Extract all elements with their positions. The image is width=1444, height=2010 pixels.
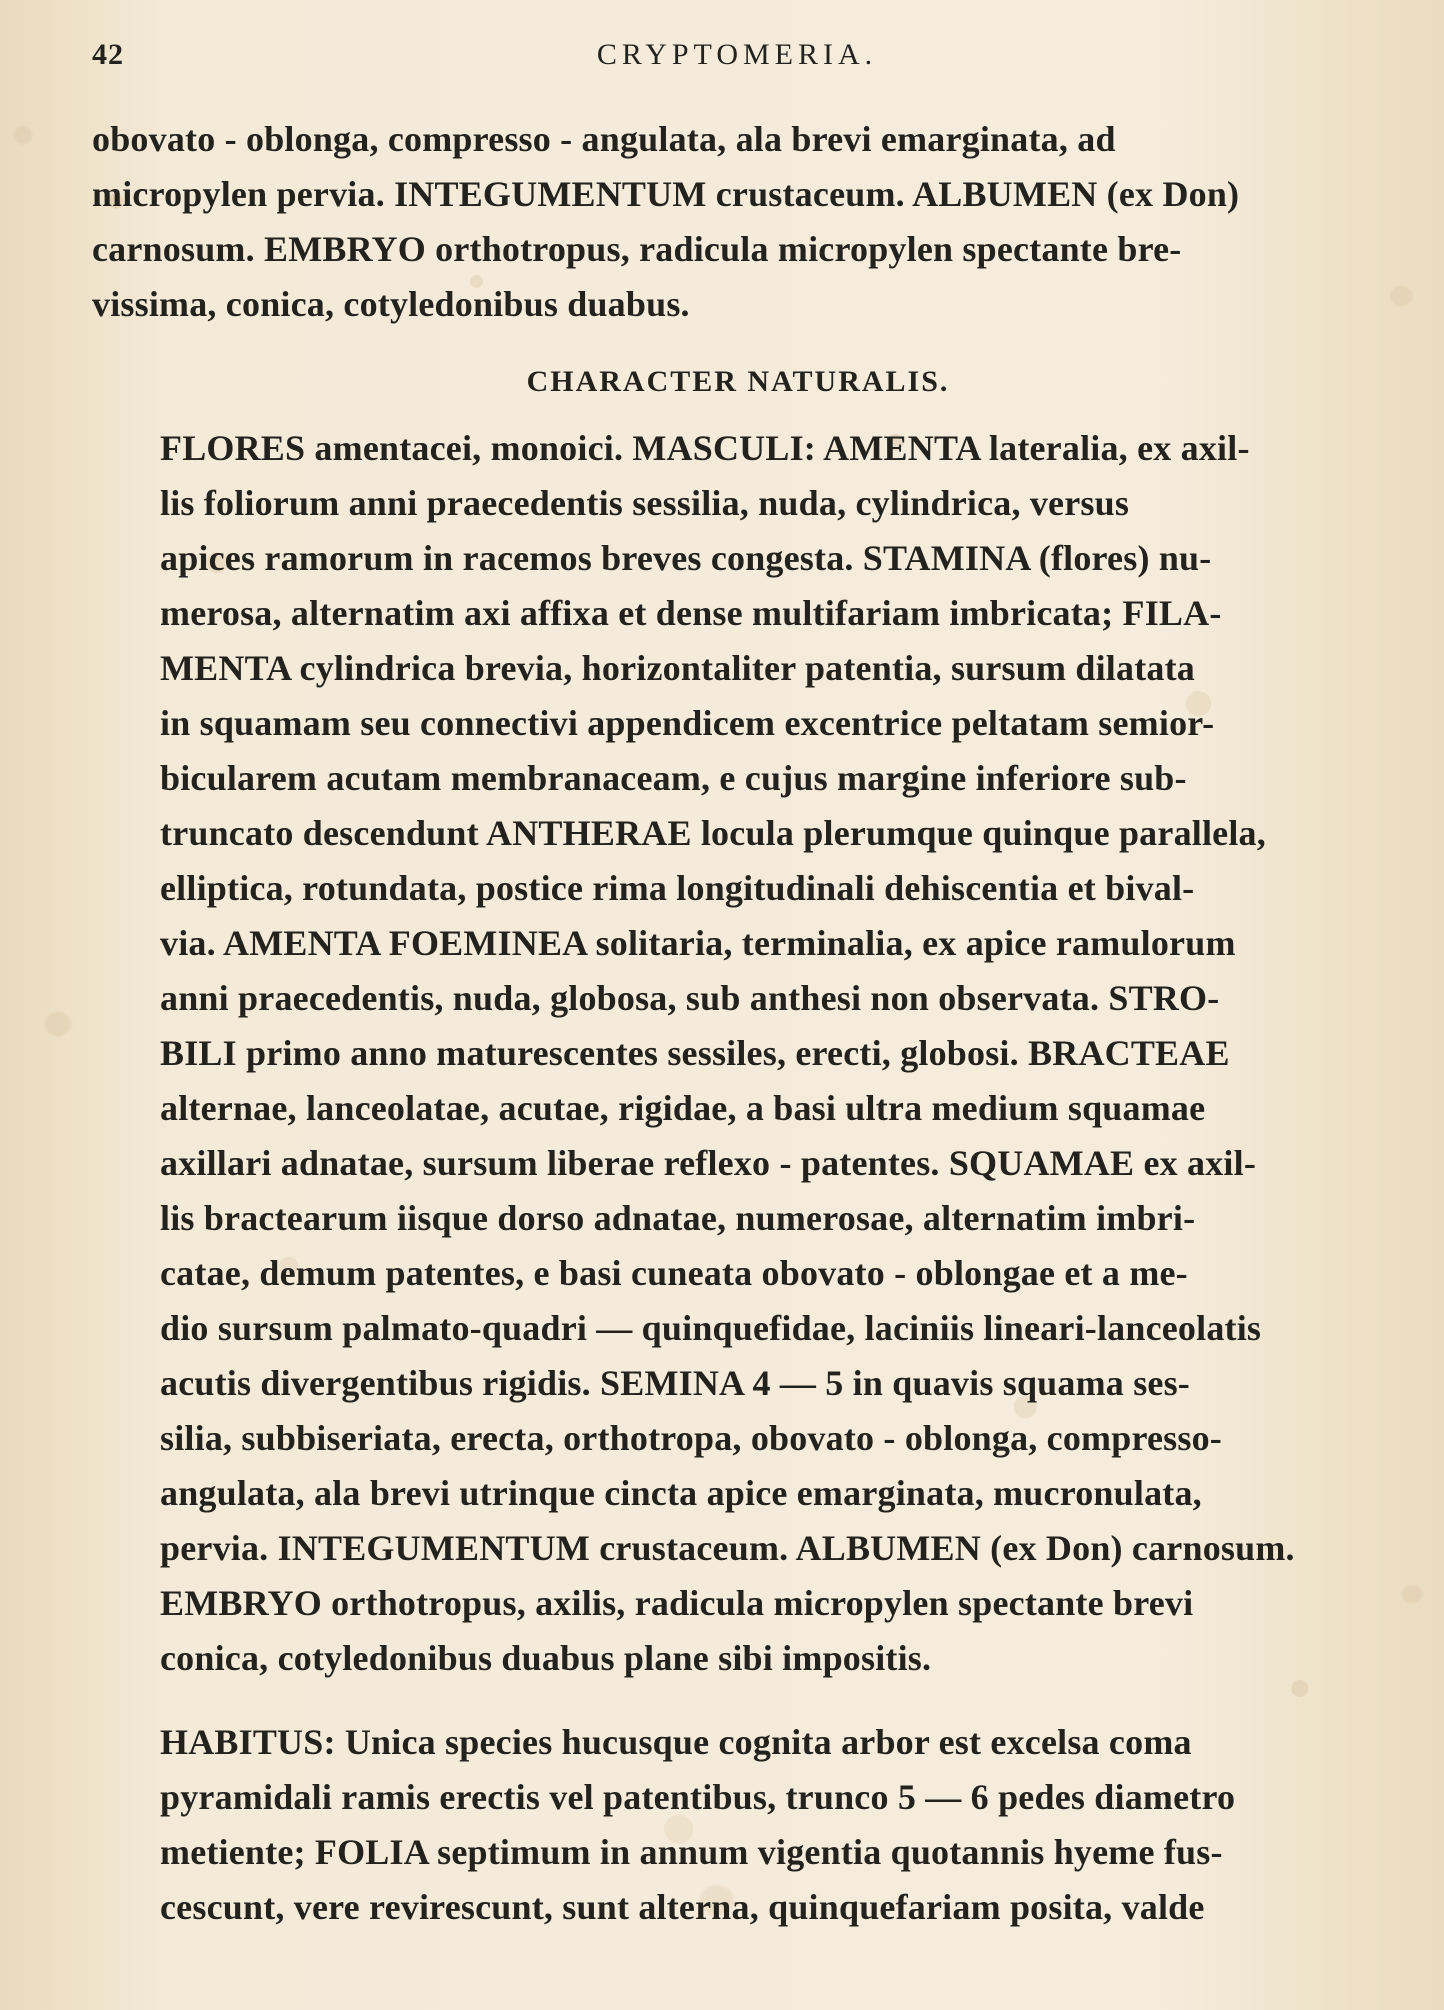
character-naturalis-paragraph: [92, 421, 1384, 1686]
page-header: [92, 38, 1382, 78]
text-line: vissima, conica, cotyledonibus duabus.: [92, 284, 690, 324]
paper-stain: [1390, 286, 1412, 306]
paper-stain: [14, 126, 32, 144]
paper-stain: [45, 1012, 71, 1036]
text-line: silia, subbiseriata, erecta, orthotropa, obovato - oblonga, compresso-: [160, 1418, 1222, 1458]
paper-stain: [1402, 1585, 1422, 1603]
text-line: pervia. INTEGUMENTUM crustaceum. ALBUMEN (ex Don) carnosum.: [160, 1528, 1295, 1568]
text-line: alternae, lanceolatae, acutae, rigidae, a basi ultra medium squamae: [160, 1088, 1206, 1128]
text-line: cescunt, vere revirescunt, sunt alterna, quinquefariam posita, valde: [160, 1887, 1205, 1927]
text-line: carnosum. EMBRYO orthotropus, radicula micropylen spectante bre-: [92, 229, 1182, 269]
habitus-paragraph: [92, 1715, 1384, 1935]
text-line: elliptica, rotundata, postice rima longitudinali dehiscentia et bival-: [160, 868, 1195, 908]
text-line: lis bractearum iisque dorso adnatae, numerosae, alternatim imbri-: [160, 1198, 1196, 1238]
text-line: in squamam seu connectivi appendicem excentrice peltatam semior-: [160, 703, 1215, 743]
text-line: lis foliorum anni praecedentis sessilia, nuda, cylindrica, versus: [160, 483, 1130, 523]
text-line: catae, demum patentes, e basi cuneata obovato - oblongae et a me-: [160, 1253, 1188, 1293]
opening-paragraph: [92, 112, 1384, 332]
text-line: EMBRYO orthotropus, axilis, radicula micropylen spectante brevi: [160, 1583, 1194, 1623]
text-line: pyramidali ramis erectis vel patentibus, trunco 5 — 6 pedes diametro: [160, 1777, 1236, 1817]
page-number: 42: [92, 38, 124, 71]
text-line: acutis divergentibus rigidis. SEMINA 4 — 5 in quavis squama ses-: [160, 1363, 1190, 1403]
text-line: via. AMENTA FOEMINEA solitaria, terminalia, ex apice ramulorum: [160, 923, 1236, 963]
text-line: FLORES amentacei, monoici. MASCULI: AMENTA lateralia, ex axil-: [160, 428, 1250, 468]
text-line: anni praecedentis, nuda, globosa, sub anthesi non observata. STRO-: [160, 978, 1220, 1018]
text-line: micropylen pervia. INTEGUMENTUM crustaceum. ALBUMEN (ex Don): [92, 174, 1240, 214]
section-heading: CHARACTER NATURALIS.: [526, 365, 950, 398]
running-title: CRYPTOMERIA.: [596, 38, 878, 71]
text-line: BILI primo anno maturescentes sessiles, erecti, globosi. BRACTEAE: [160, 1033, 1230, 1073]
text-line: truncato descendunt ANTHERAE locula plerumque quinque parallela,: [160, 813, 1266, 853]
text-line: dio sursum palmato-quadri — quinquefidae, laciniis lineari-lanceolatis: [160, 1308, 1262, 1348]
text-line: axillari adnatae, sursum liberae reflexo - patentes. SQUAMAE ex axil-: [160, 1143, 1257, 1183]
text-line: merosa, alternatim axi affixa et dense multifariam imbricata; FILA-: [160, 593, 1222, 633]
text-line: HABITUS: Unica species hucusque cognita arbor est excelsa coma: [160, 1722, 1192, 1762]
text-line: metiente; FOLIA septimum in annum vigentia quotannis hyeme fus-: [160, 1832, 1223, 1872]
text-line: conica, cotyledonibus duabus plane sibi impositis.: [160, 1638, 932, 1678]
text-line: apices ramorum in racemos breves congesta. STAMINA (flores) nu-: [160, 538, 1212, 578]
text-line: angulata, ala brevi utrinque cincta apice emarginata, mucronulata,: [160, 1473, 1202, 1513]
text-line: bicularem acutam membranaceam, e cujus margine inferiore sub-: [160, 758, 1187, 798]
text-line: MENTA cylindrica brevia, horizontaliter patentia, sursum dilatata: [160, 648, 1195, 688]
text-line: obovato - oblonga, compresso - angulata, ala brevi emarginata, ad: [92, 119, 1116, 159]
